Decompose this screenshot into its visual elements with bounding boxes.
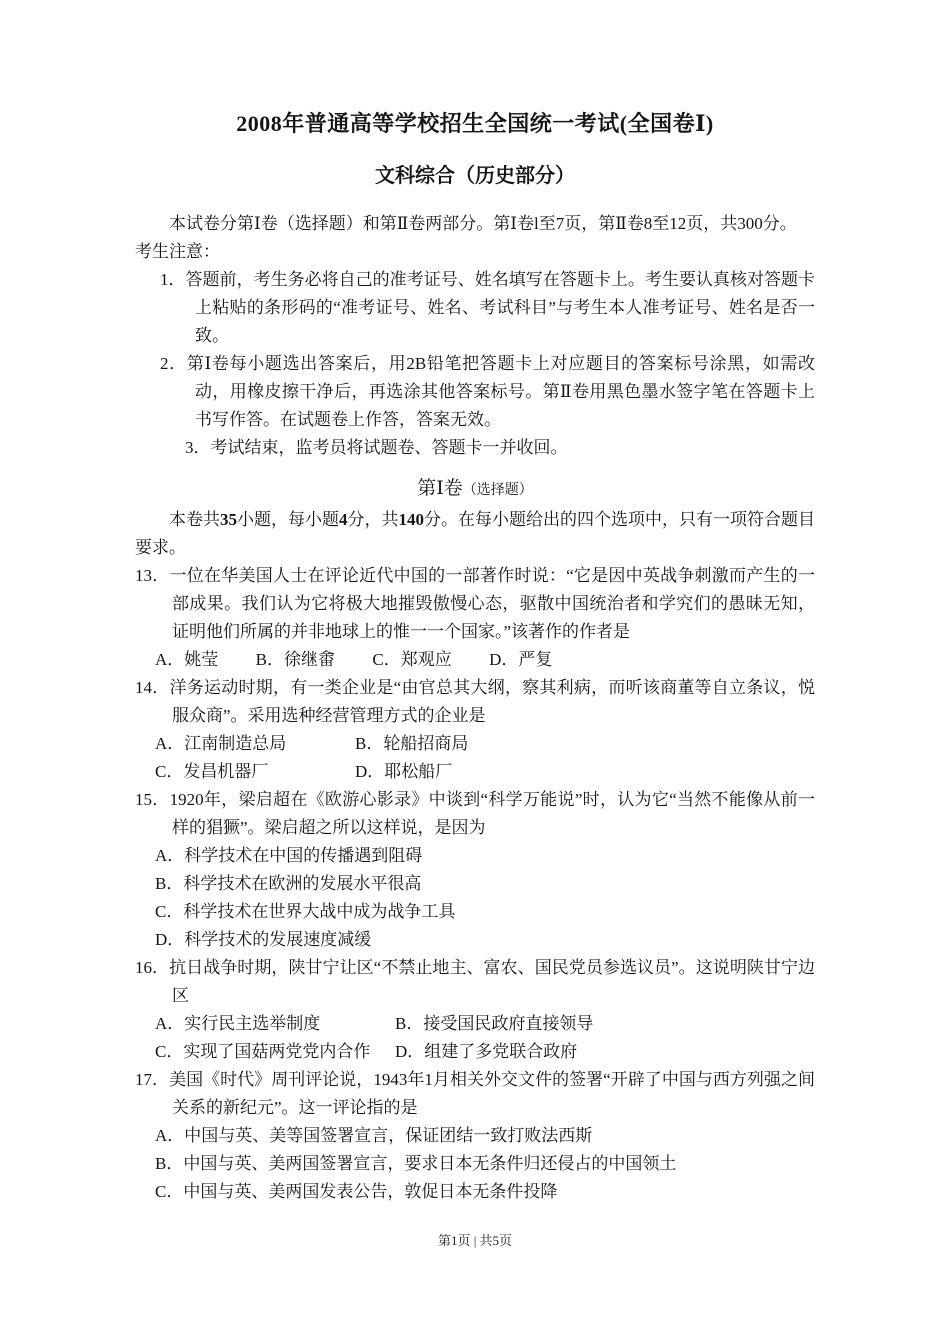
question-options [155,646,815,674]
question-number: 15． [135,790,170,809]
option-a: A．姚莹 [155,650,219,669]
option-d: D．科学技术的发展速度减缓 [155,930,372,949]
question-number: 14． [135,678,170,697]
question-text: 抗日战争时期，陕甘宁让区“不禁止地主、富农、国民党员参选议员”。这说明陕甘宁边区 [169,958,816,1005]
option-c: C．中国与英、美两国发表公告，敦促日本无条件投降 [155,1182,558,1201]
notice-heading: 考生注意： [135,242,220,261]
option-c: C．实现了国菇两党党内合作 [155,1042,371,1061]
option-a: A．实行民主选举制度 [155,1014,321,1033]
question-14 [135,674,815,786]
question-options [155,1010,815,1066]
option-c: C．发昌机器厂 [155,762,269,781]
notice-item-1: 1．答题前，考生务必将自己的准考证号、姓名填写在答题卡上。考生要认真核对答题卡上粘贴的条形码的“准考证号、姓名、考试科目”与考生本人准考证号、姓名是否一致。 [160,270,815,345]
question-stem [135,786,815,842]
question-stem [135,674,815,730]
notice-list [135,266,815,462]
question-13 [135,562,815,674]
question-text: 1920年，梁启超在《欧游心影录》中谈到“科学万能说”时，认为它“当然不能像从前一样的猖獗”。梁启超之所以这样说，是因为 [169,790,816,837]
section-intro: 本卷共35小题，每小题4分，共140分。在每小题给出的四个选项中，只有一项符合题目要求。 [135,510,815,557]
exam-sheet [135,0,815,1206]
option-d: D．组建了多党联合政府 [395,1042,578,1061]
option-c: C．郑观应 [372,650,452,669]
option-b: B．接受国民政府直接领导 [395,1014,594,1033]
option-b: B．中国与英、美两国签署宣言，要求日本无条件归还侵占的中国领土 [155,1154,677,1173]
section-title-main: 第Ⅰ卷 [417,478,463,499]
question-17 [135,1066,815,1206]
section-title [135,474,815,506]
question-15 [135,786,815,954]
question-options [155,730,815,786]
page-footer: 第1页 | 共5页 [437,1233,513,1248]
intro-paragraph: 本试卷分第Ⅰ卷（选择题）和第Ⅱ卷两部分。第Ⅰ卷l至7页，第Ⅱ卷8至12页，共300分。 [169,214,797,233]
question-stem [135,1066,815,1122]
question-number: 13． [135,566,170,585]
exam-subtitle: 文科综合（历史部分） [375,165,575,187]
question-stem [135,562,815,646]
option-b: B．科学技术在欧洲的发展水平很高 [155,874,422,893]
exam-title: 2008年普通高等学校招生全国统一考试(全国卷Ⅰ) [236,111,714,136]
section-title-sub: （选择题） [462,483,533,498]
option-a: A．中国与英、美等国签署宣言，保证团结一致打败法西斯 [155,1126,593,1145]
question-text: 洋务运动时期，有一类企业是“由官总其大纲，察其利病，而听该商董等自立条议，悦服众商”。采用选种经营管理方式的企业是 [169,678,816,725]
option-c: C．科学技术在世界大战中成为战争工具 [155,902,456,921]
question-options [155,1122,815,1206]
option-a: A．科学技术在中国的传播遇到阻碍 [155,846,423,865]
question-16 [135,954,815,1066]
option-d: D．严复 [489,650,553,669]
question-options [155,842,815,954]
option-d: D．耶松船厂 [355,762,453,781]
question-number: 17． [135,1070,170,1089]
question-text: 美国《时代》周刊评论说，1943年1月相关外交文件的签署“开辟了中国与西方列强之间关系的新纪元”。这一评论指的是 [169,1070,816,1117]
question-stem [135,954,815,1010]
option-a: A．江南制造总局 [155,734,287,753]
question-text: 一位在华美国人士在评论近代中国的一部著作时说：“它是因中英战争刺激而产生的一部成果。我们认为它将极大地摧毁傲慢心态，驱散中国统治者和学究们的愚昧无知，证明他们所属的并非地球上的惟一一个国家。”该著作的作者是 [169,566,816,641]
notice-item-2: 2．第Ⅰ卷每小题选出答案后，用2B铅笔把答题卡上对应题目的答案标号涂黑，如需改动，用橡皮擦干净后，再选涂其他答案标号。第Ⅱ卷用黑色墨水签字笔在答题卡上书写作答。在试题卷上作答，答案无效。 [160,354,815,429]
question-number: 16． [135,958,170,977]
notice-item-3: 3．考试结束，监考员将试题卷、答题卡一并收回。 [185,438,568,457]
option-b: B．轮船招商局 [355,734,469,753]
option-b: B．徐继畬 [255,650,336,669]
